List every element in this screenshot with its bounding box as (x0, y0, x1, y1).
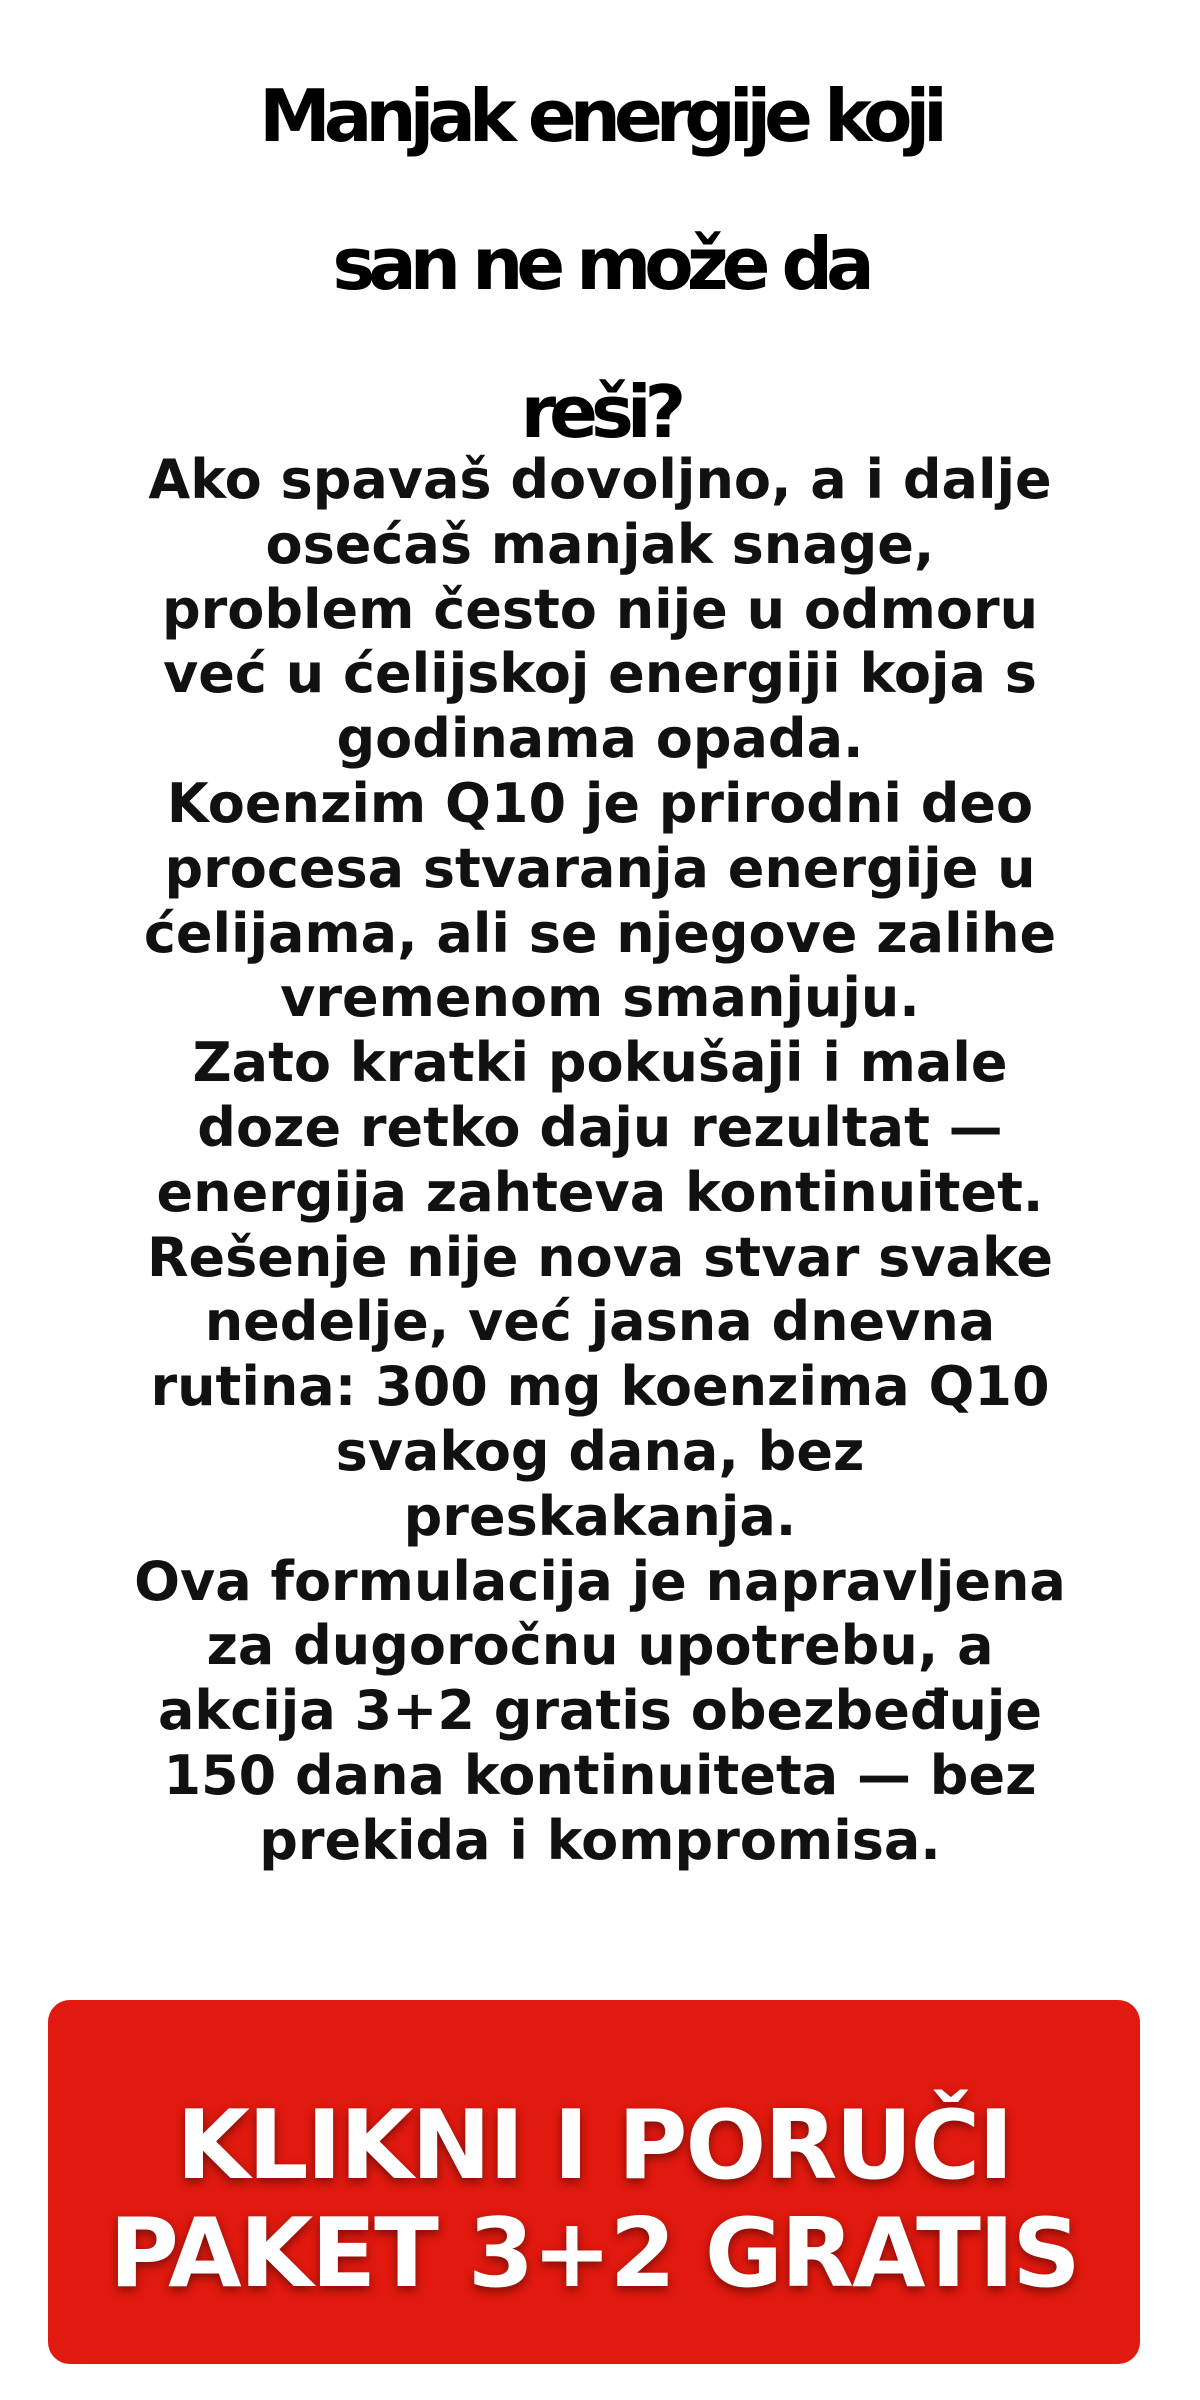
body-line: vremenom smanjuju. (280, 966, 920, 1030)
body-line: procesa stvaranja energije u (164, 836, 1036, 900)
body-line: Ako spavaš dovoljno, a i dalje (148, 448, 1052, 511)
body-line: 150 dana kontinuiteta — bez (163, 1743, 1037, 1807)
body-line: svakog dana, bez (335, 1419, 865, 1483)
body-line: nedelje, već jasna dnevna (204, 1290, 996, 1354)
headline-line: san ne može da (332, 222, 868, 306)
body-line: akcija 3+2 gratis obezbeđuje (157, 1679, 1043, 1743)
body-line: rutina: 300 mg koenzima Q10 (150, 1355, 1050, 1419)
body-line: Koenzim Q10 je prirodni deo (166, 771, 1034, 835)
body-line: Rešenje nije nova stvar svake (146, 1225, 1054, 1289)
body-line: osećaš manjak snage, (265, 512, 935, 576)
body-paragraph (60, 448, 1140, 772)
body-line: energija zahteva kontinuitet. (156, 1160, 1044, 1224)
page-headline (0, 42, 1200, 486)
body-line: doze retko daju rezultat — (197, 1095, 1003, 1159)
body-line: već u ćelijskoj energiji koja s (163, 642, 1037, 706)
body-line: ćelijama, ali se njegove zalihe (143, 901, 1057, 965)
body-line: problem često nije u odmoru (161, 577, 1039, 641)
body-copy (60, 448, 1140, 1874)
cta-label-line: KLIKNI I PORUČI (176, 2091, 1012, 2201)
body-paragraph (60, 1226, 1140, 1550)
body-line: Ova formulacija je napravljena (134, 1549, 1066, 1613)
body-line: prekida i kompromisa. (259, 1808, 941, 1872)
body-paragraph (60, 772, 1140, 1031)
body-paragraph (60, 1031, 1140, 1225)
body-line: Zato kratki pokušaji i male (192, 1031, 1008, 1095)
headline-line: reši? (520, 370, 680, 454)
body-paragraph (60, 1550, 1140, 1874)
headline-line: Manjak energije koji (259, 74, 941, 158)
order-cta-button[interactable] (48, 2000, 1140, 2364)
body-line: za dugoročnu upotrebu, a (206, 1614, 994, 1678)
body-line: preskakanja. (403, 1484, 797, 1548)
body-line: godinama opada. (336, 707, 864, 771)
cta-label-line: PAKET 3+2 GRATIS (109, 2199, 1079, 2309)
